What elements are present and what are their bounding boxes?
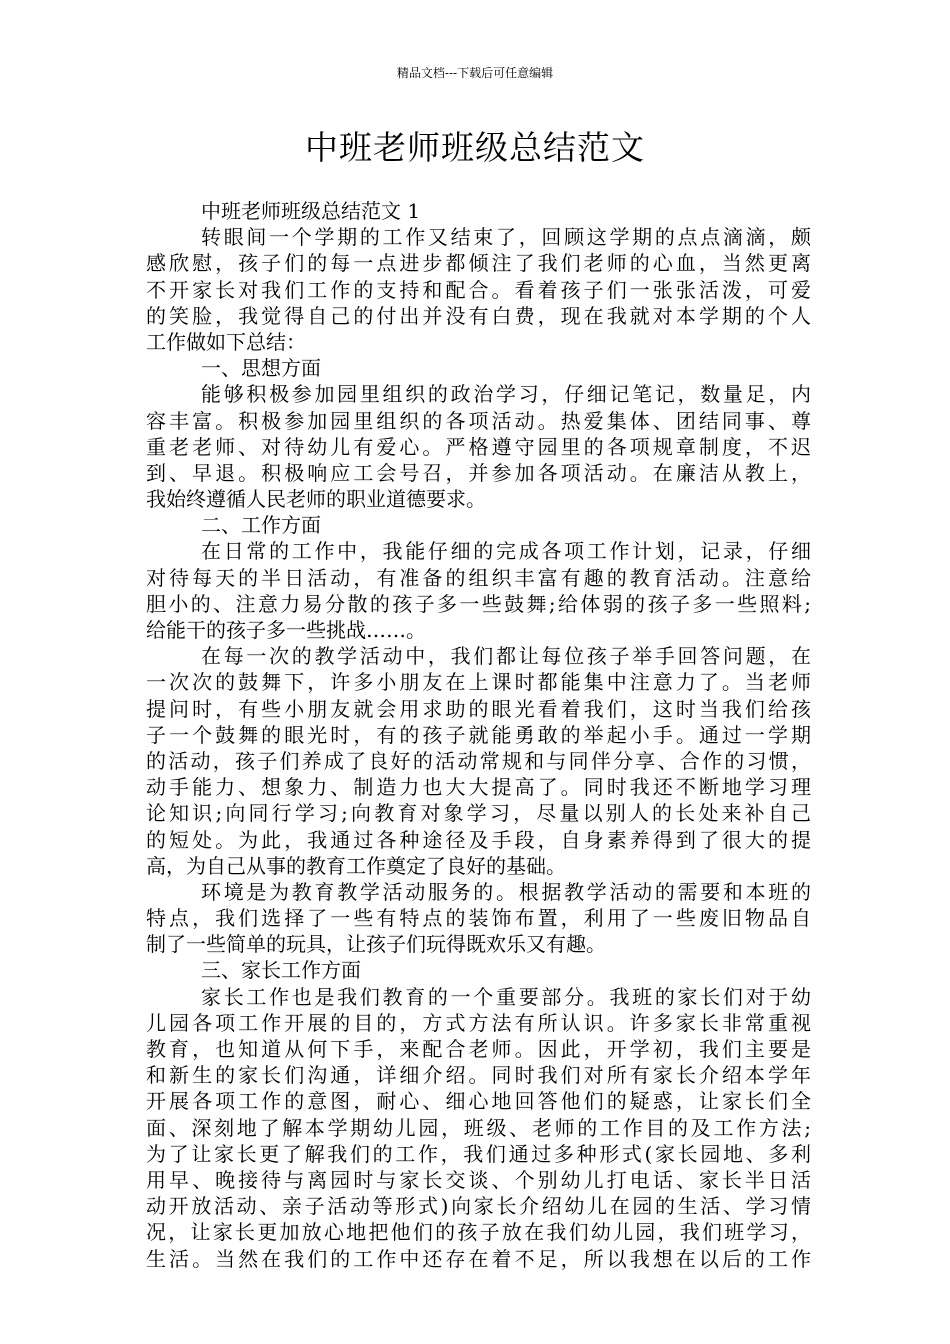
text-line: 我始终遵循人民老师的职业道德要求。	[146, 487, 486, 512]
text-line: 制了一些简单的玩具，让孩子们玩得既欢乐又有趣。	[146, 932, 606, 957]
text-line: 况，让家长更加放心地把他们的孩子放在我们幼儿园，我们班学习，	[146, 1220, 811, 1245]
text-line: 三、家长工作方面	[201, 958, 361, 983]
text-line: 家长工作也是我们教育的一个重要部分。我班的家长们对于幼	[201, 984, 811, 1009]
text-line: 感欣慰，孩子们的每一点进步都倾注了我们老师的心血，当然更离	[146, 251, 811, 276]
text-line: 环境是为教育教学活动服务的。根据教学活动的需要和本班的	[201, 879, 811, 904]
text-line: 面、深刻地了解本学期幼儿园，班级、老师的工作目的及工作方法;	[146, 1115, 811, 1140]
text-line: 在日常的工作中，我能仔细的完成各项工作计划，记录，仔细	[201, 539, 811, 564]
text-line: 提问时，有些小朋友就会用求助的眼光看着我们，这时当我们给孩	[146, 696, 811, 721]
text-line: 特点，我们选择了一些有特点的装饰布置，利用了一些废旧物品自	[146, 906, 811, 931]
text-line: 容丰富。积极参加园里组织的各项活动。热爱集体、团结同事、尊	[146, 408, 811, 433]
text-line: 不开家长对我们工作的支持和配合。看着孩子们一张张活泼，可爱	[146, 277, 811, 302]
text-line: 到、早退。积极响应工会号召，并参加各项活动。在廉洁从教上，	[146, 460, 811, 485]
text-line: 能够积极参加园里组织的政治学习，仔细记笔记，数量足，内	[201, 382, 811, 407]
text-line: 生活。当然在我们的工作中还存在着不足，所以我想在以后的工作	[146, 1246, 811, 1271]
text-line: 重老老师、对待幼儿有爱心。严格遵守园里的各项规章制度，不迟	[146, 434, 811, 459]
text-line: 用早、晚接待与离园时与家长交谈、个别幼儿打电话、家长半日活	[146, 1167, 811, 1192]
text-line: 二、工作方面	[201, 513, 321, 538]
text-line: 儿园各项工作开展的目的，方式方法有所认识。许多家长非常重视	[146, 1010, 811, 1035]
text-line: 为了让家长更了解我们的工作，我们通过多种形式(家长园地、多利	[146, 1141, 811, 1166]
text-line: 高，为自己从事的教育工作奠定了良好的基础。	[146, 853, 566, 878]
text-line: 子一个鼓舞的眼光时，有的孩子就能勇敢的举起小手。通过一学期	[146, 722, 811, 747]
text-line: 开展各项工作的意图，耐心、细心地回答他们的疑惑，让家长们全	[146, 1089, 811, 1114]
header-note: 精品文档---下载后可任意编辑	[396, 66, 554, 80]
text-line: 胆小的、注意力易分散的孩子多一些鼓舞;给体弱的孩子多一些照料;	[146, 591, 811, 616]
text-line: 在每一次的教学活动中，我们都让每位孩子举手回答问题，在	[201, 644, 811, 669]
text-line: 对待每天的半日活动，有准备的组织丰富有趣的教育活动。注意给	[146, 565, 811, 590]
text-line: 一次次的鼓舞下，许多小朋友在上课时都能集中注意力了。当老师	[146, 670, 811, 695]
text-line: 给能干的孩子多一些挑战……。	[146, 618, 426, 642]
text-line: 一、思想方面	[201, 356, 321, 381]
text-line: 教育，也知道从何下手，来配合老师。因此，开学初，我们主要是	[146, 1037, 811, 1061]
text-line: 工作做如下总结：	[146, 329, 306, 354]
document-body	[146, 198, 811, 1272]
text-line: 中班老师班级总结范文 1	[201, 199, 421, 223]
text-line: 和新生的家长们沟通，详细介绍。同时我们对所有家长介绍本学年	[146, 1063, 811, 1088]
text-line: 动开放活动、亲子活动等形式)向家长介绍幼儿在园的生活、学习情	[146, 1194, 811, 1219]
text-line: 动手能力、想象力、制造力也大大提高了。同时我还不断地学习理	[146, 775, 811, 800]
text-line: 论知识;向同行学习;向教育对象学习，尽量以别人的长处来补自己	[146, 801, 811, 826]
text-line: 转眼间一个学期的工作又结束了，回顾这学期的点点滴滴，颇	[201, 225, 811, 250]
text-line: 的短处。为此，我通过各种途径及手段，自身素养得到了很大的提	[146, 827, 811, 852]
text-line: 的活动，孩子们养成了良好的活动常规和与同伴分享、合作的习惯，	[146, 748, 811, 773]
text-line: 的笑脸，我觉得自己的付出并没有白费，现在我就对本学期的个人	[146, 303, 811, 328]
page-title: 中班老师班级总结范文	[305, 128, 645, 167]
